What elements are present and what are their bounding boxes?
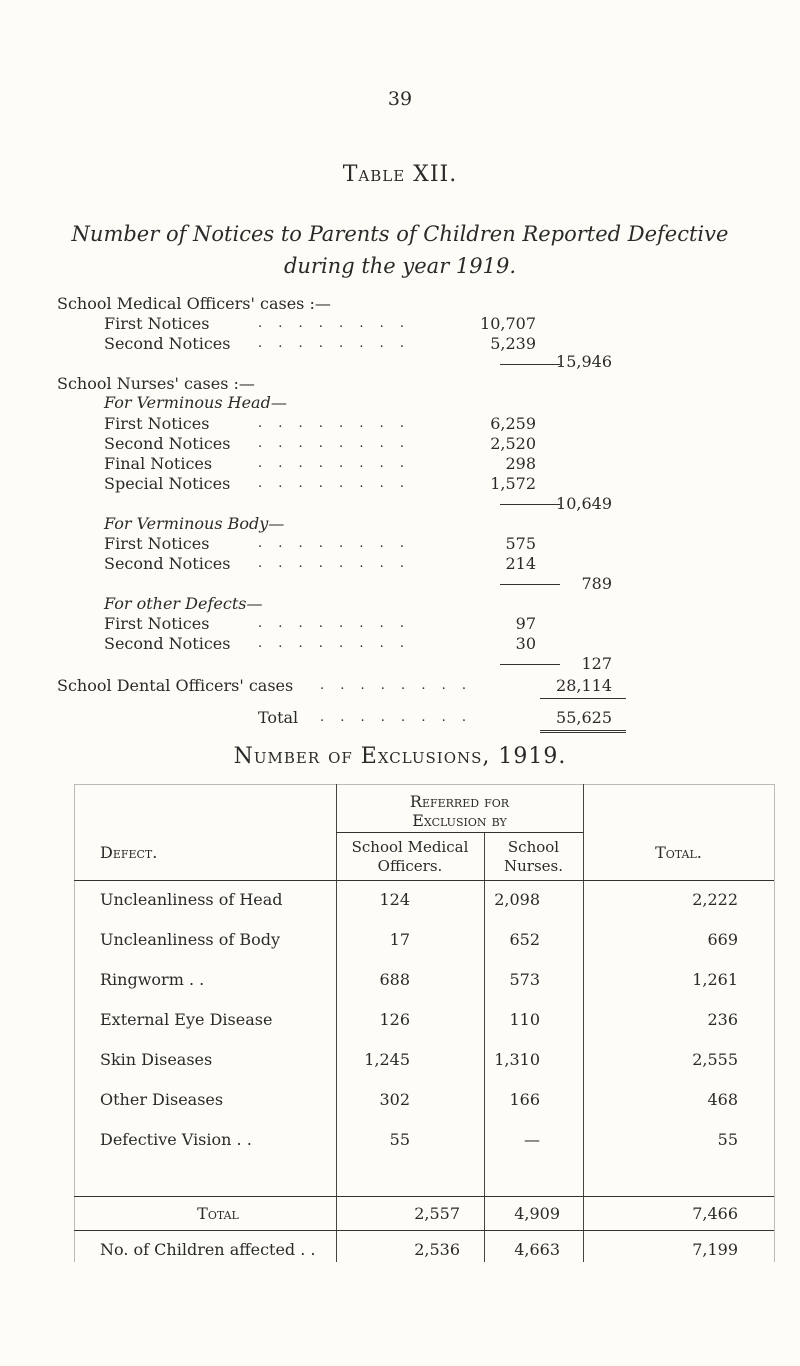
table-top-rule bbox=[74, 784, 774, 785]
vh-final-value: 298 bbox=[505, 454, 536, 473]
total-top-rule bbox=[74, 1196, 774, 1197]
verminous-head-heading: For Verminous Head— bbox=[104, 393, 287, 412]
subheader-rule bbox=[336, 832, 583, 833]
col-medical-header-2: Officers. bbox=[377, 857, 443, 875]
leader-dots: . . . . . . . . bbox=[258, 636, 410, 651]
medical-first-label: First Notices bbox=[104, 314, 210, 333]
medical-second-value: 5,239 bbox=[490, 334, 536, 353]
double-rule bbox=[540, 730, 626, 733]
vh-special-label: Special Notices bbox=[104, 474, 231, 493]
leader-dots: . . . . . . . . bbox=[258, 476, 410, 491]
row-total: 1,261 bbox=[692, 970, 738, 989]
exclusions-title: Number of Exclusions, 1919. bbox=[233, 744, 567, 769]
leader-dots: . . . . . . . . bbox=[258, 316, 410, 331]
leader-dots: . . . . . . . . bbox=[320, 710, 472, 725]
other-defects-heading: For other Defects— bbox=[104, 594, 263, 613]
vb-second-label: Second Notices bbox=[104, 554, 231, 573]
children-nurses: 4,663 bbox=[514, 1240, 560, 1259]
vb-subtotal: 789 bbox=[581, 574, 612, 593]
row-nurses: 2,098 bbox=[494, 890, 540, 909]
row-total: 2,555 bbox=[692, 1050, 738, 1069]
page-number: 39 bbox=[387, 88, 413, 110]
row-nurses: 166 bbox=[509, 1090, 540, 1109]
leader-dots: . . . . . . . . bbox=[258, 416, 410, 431]
vb-first-value: 575 bbox=[505, 534, 536, 553]
row-defect: Other Diseases bbox=[100, 1090, 224, 1109]
vh-second-label: Second Notices bbox=[104, 434, 231, 453]
vh-subtotal: 10,649 bbox=[556, 494, 612, 513]
row-defect: External Eye Disease bbox=[100, 1010, 273, 1029]
row-medical: 55 bbox=[389, 1130, 410, 1149]
col-medical-header: School Medical bbox=[351, 838, 469, 856]
children-medical: 2,536 bbox=[414, 1240, 460, 1259]
col-nurses-header: School bbox=[507, 838, 560, 856]
row-total: 2,222 bbox=[692, 890, 738, 909]
dental-label: School Dental Officers' cases bbox=[57, 676, 294, 695]
total-bottom-rule bbox=[74, 1230, 774, 1231]
row-defect: Uncleanliness of Head bbox=[100, 890, 283, 909]
table-right-rule bbox=[774, 784, 775, 1262]
row-nurses: 110 bbox=[509, 1010, 540, 1029]
vh-final-label: Final Notices bbox=[104, 454, 213, 473]
grand-total-label: Total bbox=[258, 708, 299, 727]
row-defect: Defective Vision . . bbox=[100, 1130, 252, 1149]
vb-second-value: 214 bbox=[505, 554, 536, 573]
col-nurses-header-2: Nurses. bbox=[504, 857, 563, 875]
leader-dots: . . . . . . . . bbox=[258, 616, 410, 631]
leader-dots: . . . . . . . . bbox=[258, 536, 410, 551]
row-nurses: — bbox=[524, 1130, 540, 1149]
row-nurses: 573 bbox=[509, 970, 540, 989]
vh-first-value: 6,259 bbox=[490, 414, 536, 433]
children-total: 7,199 bbox=[692, 1240, 738, 1259]
vh-second-value: 2,520 bbox=[490, 434, 536, 453]
table-title: Table XII. bbox=[342, 162, 458, 187]
row-total: 468 bbox=[707, 1090, 738, 1109]
row-medical: 124 bbox=[379, 890, 410, 909]
children-label: No. of Children affected . . bbox=[100, 1240, 316, 1259]
row-nurses: 1,310 bbox=[494, 1050, 540, 1069]
od-second-label: Second Notices bbox=[104, 634, 231, 653]
row-defect: Skin Diseases bbox=[100, 1050, 213, 1069]
medical-second-label: Second Notices bbox=[104, 334, 231, 353]
total-rule bbox=[540, 698, 626, 699]
od-second-value: 30 bbox=[515, 634, 536, 653]
verminous-body-heading: For Verminous Body— bbox=[104, 514, 285, 533]
subtitle-line-2: during the year 1919. bbox=[283, 254, 517, 278]
total-nurses: 4,909 bbox=[514, 1204, 560, 1223]
row-medical: 17 bbox=[389, 930, 410, 949]
leader-dots: . . . . . . . . bbox=[258, 336, 410, 351]
od-first-label: First Notices bbox=[104, 614, 210, 633]
header-bottom-rule bbox=[74, 880, 774, 881]
leader-dots: . . . . . . . . bbox=[320, 678, 472, 693]
medical-first-value: 10,707 bbox=[480, 314, 536, 333]
vb-first-label: First Notices bbox=[104, 534, 210, 553]
row-total: 236 bbox=[707, 1010, 738, 1029]
medical-subtotal: 15,946 bbox=[556, 352, 612, 371]
col-total-header: Total. bbox=[655, 843, 702, 862]
row-medical: 1,245 bbox=[364, 1050, 410, 1069]
row-total: 55 bbox=[717, 1130, 738, 1149]
od-first-value: 97 bbox=[515, 614, 536, 633]
row-medical: 302 bbox=[379, 1090, 410, 1109]
col-referred-header: Referred for bbox=[409, 792, 510, 811]
leader-dots: . . . . . . . . bbox=[258, 556, 410, 571]
nurses-heading: School Nurses' cases :— bbox=[57, 374, 255, 393]
total-medical: 2,557 bbox=[414, 1204, 460, 1223]
total-label: Total bbox=[197, 1204, 239, 1223]
leader-dots: . . . . . . . . bbox=[258, 436, 410, 451]
row-defect: Uncleanliness of Body bbox=[100, 930, 281, 949]
row-medical: 126 bbox=[379, 1010, 410, 1029]
vh-special-value: 1,572 bbox=[490, 474, 536, 493]
leader-dots: . . . . . . . . bbox=[258, 456, 410, 471]
dental-value: 28,114 bbox=[556, 676, 612, 695]
medical-heading: School Medical Officers' cases :— bbox=[57, 294, 331, 313]
table-left-rule bbox=[74, 784, 75, 1262]
row-nurses: 652 bbox=[509, 930, 540, 949]
grand-total-value: 55,625 bbox=[556, 708, 612, 727]
row-medical: 688 bbox=[379, 970, 410, 989]
col-referred-header-2: Exclusion by bbox=[412, 811, 507, 830]
od-subtotal: 127 bbox=[581, 654, 612, 673]
total-total: 7,466 bbox=[692, 1204, 738, 1223]
col-defect-header: Defect. bbox=[100, 843, 158, 862]
row-total: 669 bbox=[707, 930, 738, 949]
vh-first-label: First Notices bbox=[104, 414, 210, 433]
row-defect: Ringworm . . bbox=[100, 970, 205, 989]
subtitle-line-1: Number of Notices to Parents of Children Reported Defective bbox=[71, 222, 729, 246]
